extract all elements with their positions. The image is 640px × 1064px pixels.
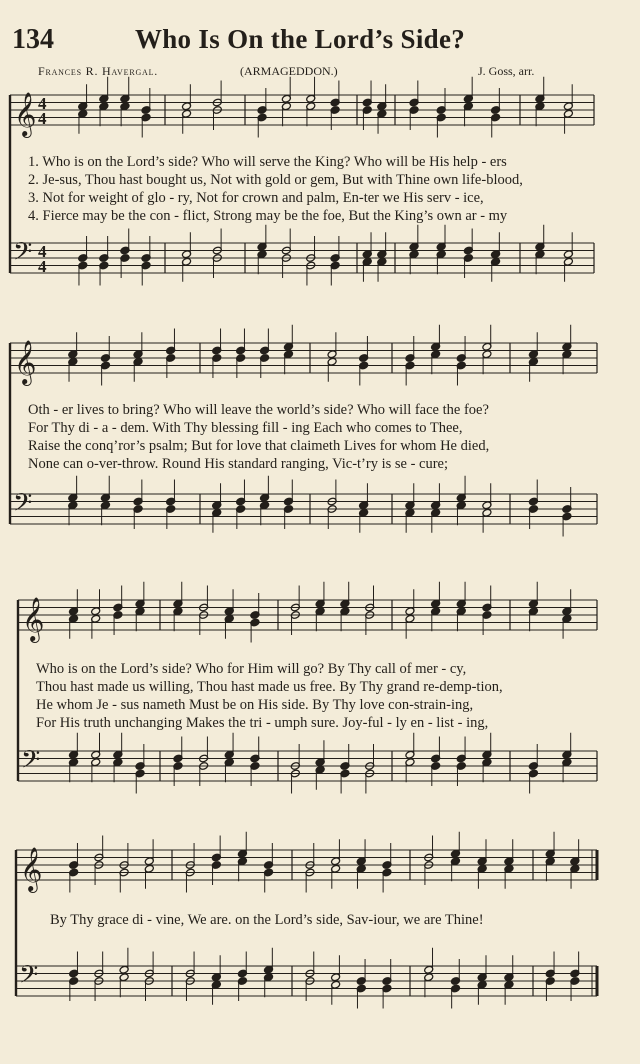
bass-clef-icon: 𝄢 (19, 960, 39, 996)
lyric-line: He whom Je - sus nameth Must be on His side. By Thy love con-strain-ing, (36, 697, 474, 713)
lyric-line: By Thy grace di - vine, We are. on the Lord’s side, Sav-iour, we are Thine! (50, 912, 484, 928)
lyric-line: 2. Je-sus, Thou hast bought us, Not with gold or gem, But with Thine own life-blood, (28, 172, 523, 188)
time-signature: 4 (38, 242, 47, 261)
lyric-line: Thou hast made us willing, Thou hast made us free. By Thy grand re-demp-tion, (36, 679, 503, 695)
lyric-line: Who is on the Lord’s side? Who for Him will go? By Thy call of mer - cy, (36, 661, 467, 677)
treble-clef-icon: 𝄞 (14, 340, 37, 384)
lyric-line: 1. Who is on the Lord’s side? Who will serve the King? Who will be His help - ers (28, 154, 507, 170)
lyric-line: 3. Not for weight of glo - ry, Not for crown and palm, En-ter we His serv - ice, (28, 190, 484, 206)
composer-credit: J. Goss, arr. (478, 64, 535, 78)
lyric-line: None can o-ver-throw. Round His standard ranging, Vic-t’ry is se - cure; (28, 456, 449, 472)
time-signature: 4 (38, 109, 47, 128)
lyric-line: Oth - er lives to bring? Who will leave the world’s side? Who will face the foe? (28, 402, 489, 418)
treble-clef-icon: 𝄞 (22, 597, 45, 641)
hymn-title: Who Is On the Lord’s Side? (134, 24, 466, 54)
time-signature: 4 (38, 257, 47, 276)
bass-clef-icon: 𝄢 (21, 745, 41, 781)
tune-name: (ARMAGEDDON.) (240, 64, 338, 78)
bass-clef-icon: 𝄢 (13, 488, 33, 524)
time-signature: 4 (38, 94, 47, 113)
lyric-line: 4. Fierce may be the con - flict, Strong may be the foe, But the King’s own ar - my (28, 208, 508, 224)
author-credit: Frances R. Havergal. (38, 64, 159, 78)
lyric-line: For His truth unchanging Makes the tri - umph sure. Joy-ful - ly en - list - ing, (36, 715, 489, 731)
lyric-line: Raise the conq’ror’s psalm; But for love that claimeth Lives for whom He died, (28, 438, 490, 454)
lyric-line: For Thy di - a - dem. With Thy blessing fill - ing Each who comes to Thee, (28, 420, 463, 436)
hymn-number: 134 (12, 24, 54, 55)
treble-clef-icon: 𝄞 (20, 847, 43, 891)
bass-clef-icon: 𝄢 (13, 237, 33, 273)
treble-clef-icon: 𝄞 (14, 92, 37, 136)
